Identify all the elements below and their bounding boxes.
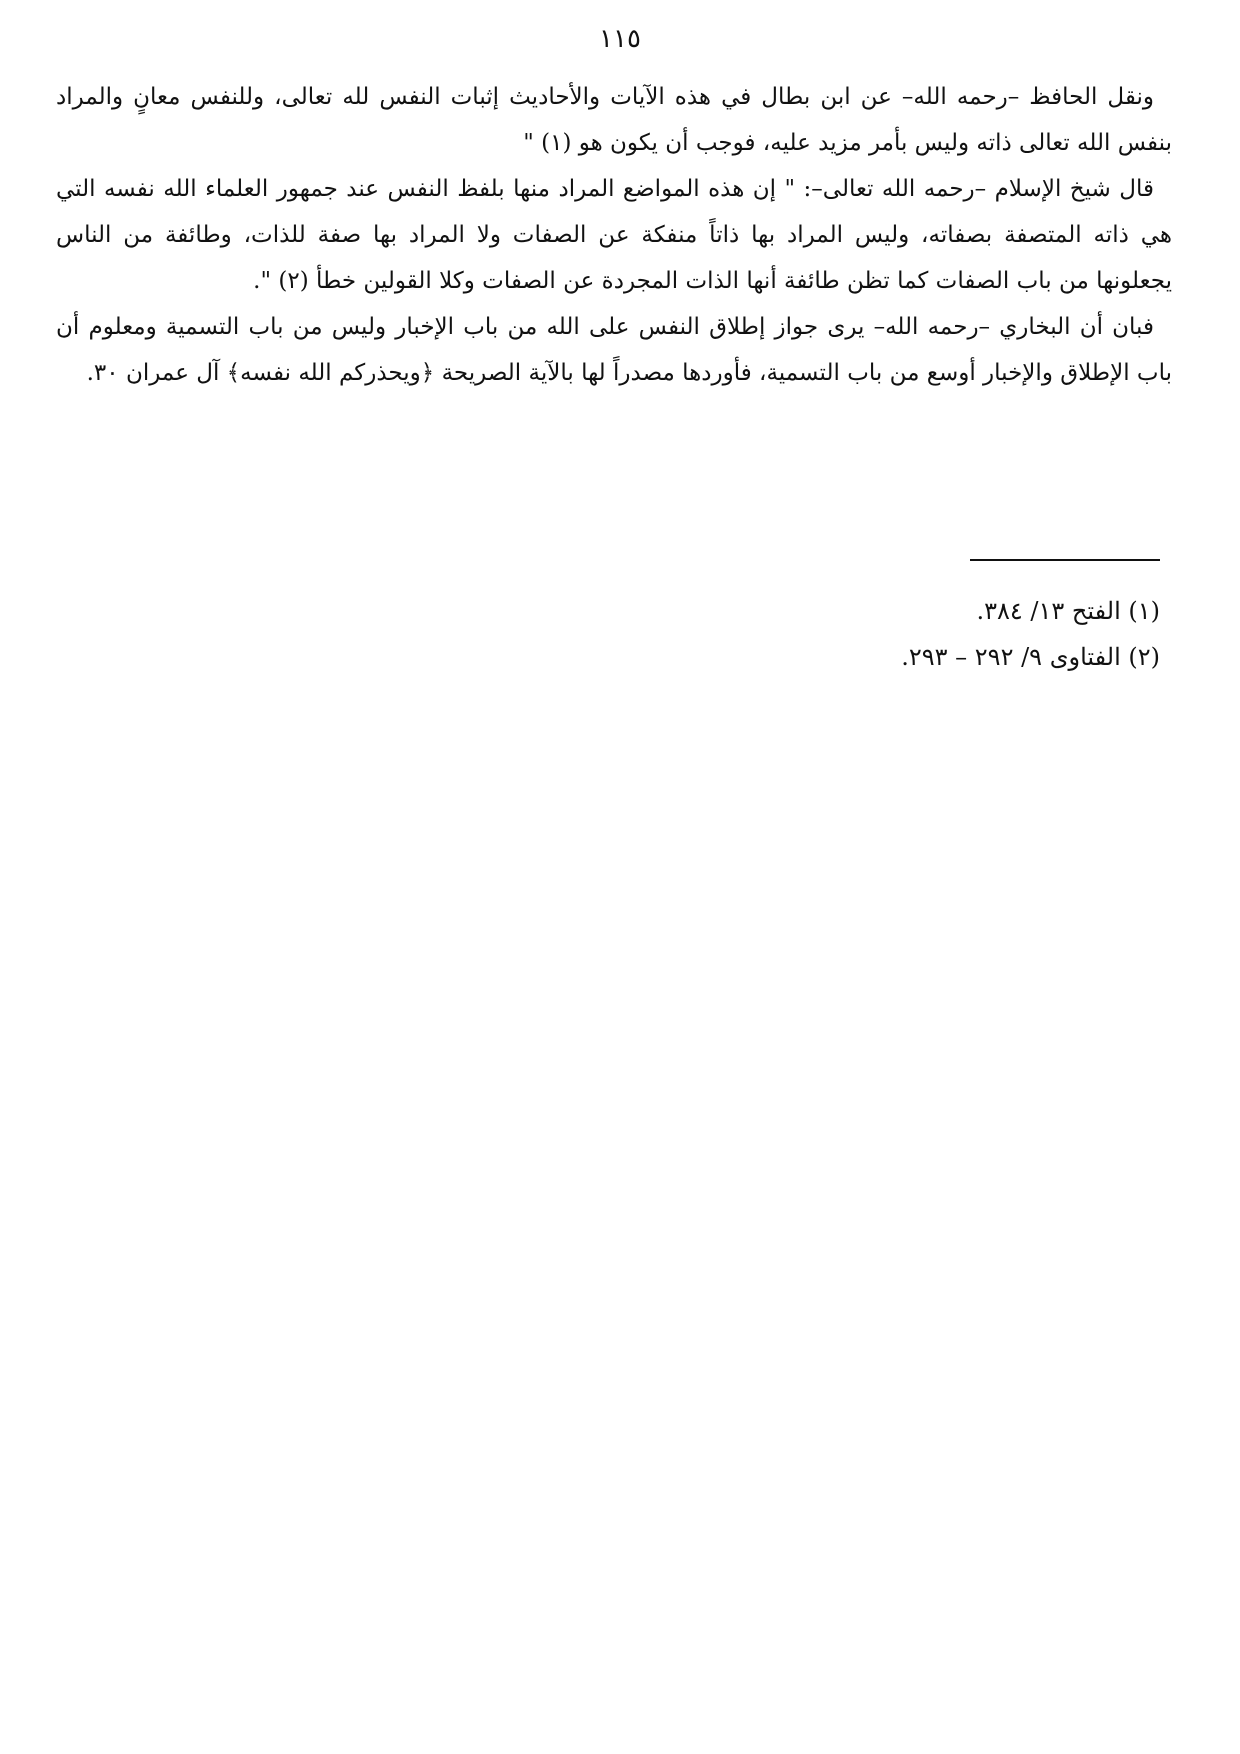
page-number: ١١٥ [599, 24, 641, 54]
paragraph-ibn-battal: ونقل الحافظ –رحمه الله– عن ابن بطال في هذه الآيات والأحاديث إثبات النفس لله تعالى، وللنفس معانٍ والمراد بنفس الله تعالى ذاته وليس بأمر مزيد عليه، فوجب أن يكون هو (١) " [56, 84, 1172, 156]
main-text [56, 74, 1172, 396]
paragraph-bukhari: فبان أن البخاري –رحمه الله– يرى جواز إطلاق النفس على الله من باب الإخبار وليس من باب التسمية ومعلوم أن باب الإطلاق والإخبار أوسع من باب التسمية، فأوردها مصدراً لها بالآية الصريحة ﴿ويحذركم الله نفسه﴾ آل عمران ٣٠. [56, 314, 1172, 386]
footnote-2: (٢) الفتاوى ٩/ ٢٩٢ – ٢٩٣. [901, 643, 1160, 671]
footnotes [56, 588, 1160, 680]
footnote-separator [970, 559, 1160, 561]
footnote-1: (١) الفتح ١٣/ ٣٨٤. [976, 597, 1160, 625]
paragraph-shaykh-al-islam: قال شيخ الإسلام –رحمه الله تعالى–: " إن هذه المواضع المراد منها بلفظ النفس عند جمهور العلماء الله نفسه التي هي ذاته المتصفة بصفاته، وليس المراد بها ذاتاً منفكة عن الصفات ولا المراد بها صفة للذات، وطائفة من الناس يجعلونها من باب الصفات كما تظن طائفة أنها الذات المجردة عن الصفات وكلا القولين خطأ (٢) ". [56, 176, 1172, 294]
